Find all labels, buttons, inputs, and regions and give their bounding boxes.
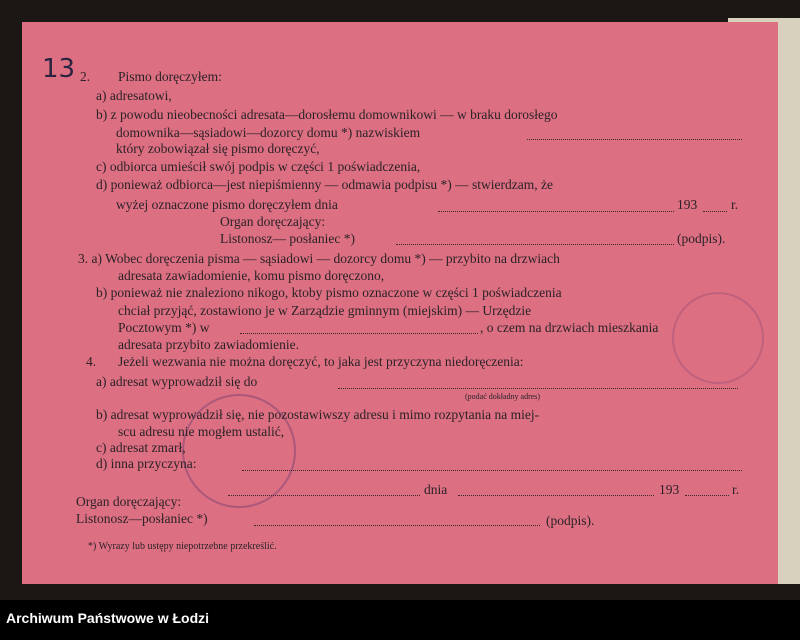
archive-name: Archiwum Państwowe w Łodzi xyxy=(6,610,210,626)
reason-fill-line xyxy=(242,470,742,471)
option-4b-line1: b) adresat wyprowadził się, nie pozostawiwszy adresu i mimo rozpytania na miej- xyxy=(96,407,540,422)
postal-stamp-mark xyxy=(672,292,764,384)
option-3b-line3a: Pocztowym *) w xyxy=(118,320,210,335)
office-fill-line xyxy=(240,333,478,334)
organ-label-2: Organ doręczający: xyxy=(76,494,182,509)
signature-fill-line-2 xyxy=(254,525,540,526)
option-2a: a) adresatowi, xyxy=(96,88,172,103)
option-3b-line2: chciał przyjąć, zostawiono je w Zarządzie gminnym (miejskim) — Urzędzie xyxy=(118,303,532,318)
year-suffix-2: r. xyxy=(732,482,740,497)
option-4c: c) adresat zmarł, xyxy=(96,440,186,455)
option-2c: c) odbiorca umieścił swój podpis w części 1 poświadczenia, xyxy=(96,159,421,174)
section-4-number: 4. xyxy=(86,354,97,369)
option-3b-line3b: , o czem na drzwiach mieszkania xyxy=(480,320,659,335)
section-2-title: Pismo doręczyłem: xyxy=(118,69,222,84)
year-fill-line xyxy=(703,211,727,212)
date-fill-line xyxy=(438,211,674,212)
listonosz-label: Listonosz— posłaniec *) xyxy=(220,231,355,246)
option-3b-line4: adresata przybito zawiadomienie. xyxy=(118,337,300,352)
option-4d: d) inna przyczyna: xyxy=(96,456,197,471)
date-fill-line-2 xyxy=(458,495,654,496)
section-4-title: Jeżeli wezwania nie można doręczyć, to jaka jest przyczyna niedoręczenia: xyxy=(118,354,524,369)
place-fill-line xyxy=(228,495,420,496)
podpis-label: (podpis). xyxy=(677,231,726,246)
podpis-label-2: (podpis). xyxy=(546,513,595,528)
option-2d-line2: wyżej oznaczone pismo doręczyłem dnia xyxy=(116,197,338,212)
organ-label: Organ doręczający: xyxy=(220,214,326,229)
option-3a-line2: adresata zawiadomienie, komu pismo doręczono, xyxy=(118,268,385,283)
dnia-label: dnia xyxy=(424,482,448,497)
name-fill-line xyxy=(527,139,742,140)
option-2b-line3: który zobowiązał się pismo doręczyć, xyxy=(116,141,320,156)
document-form xyxy=(22,22,778,584)
section-2-number: 2. xyxy=(80,69,91,84)
option-2b-line2: domownika—sąsiadowi—dozorcy domu *) nazwiskiem xyxy=(116,125,421,140)
option-4b-line2: scu adresu nie mogłem ustalić, xyxy=(118,424,285,439)
option-4a: a) adresat wyprowadził się do xyxy=(96,374,258,389)
address-note: (podać dokładny adres) xyxy=(465,392,541,401)
year-prefix-2: 193 xyxy=(659,482,680,497)
option-2b-line1: b) z powodu nieobecności adresata—dorosłemu domownikowi — w braku dorosłego xyxy=(96,107,558,122)
handwritten-number: 13 xyxy=(42,54,76,84)
footnote: *) Wyrazy lub ustępy niepotrzebne przekreślić. xyxy=(88,541,277,552)
address-fill-line xyxy=(338,388,738,389)
year-suffix: r. xyxy=(731,197,739,212)
signature-fill-line xyxy=(396,244,674,245)
year-fill-line-2 xyxy=(685,495,729,496)
option-2d-line1: d) ponieważ odbiorca—jest niepiśmienny — odmawia podpisu *) — stwierdzam, że xyxy=(96,177,554,192)
year-prefix: 193 xyxy=(677,197,698,212)
option-3b-line1: b) ponieważ nie znaleziono nikogo, ktoby pismo oznaczone w części 1 poświadczenia xyxy=(96,285,562,300)
option-3a-line1: 3. a) Wobec doręczenia pisma — sąsiadowi — dozorcy domu *) — przybito na drzwiach xyxy=(78,251,560,266)
archive-footer xyxy=(0,600,800,640)
listonosz-label-2: Listonosz—posłaniec *) xyxy=(76,511,208,526)
